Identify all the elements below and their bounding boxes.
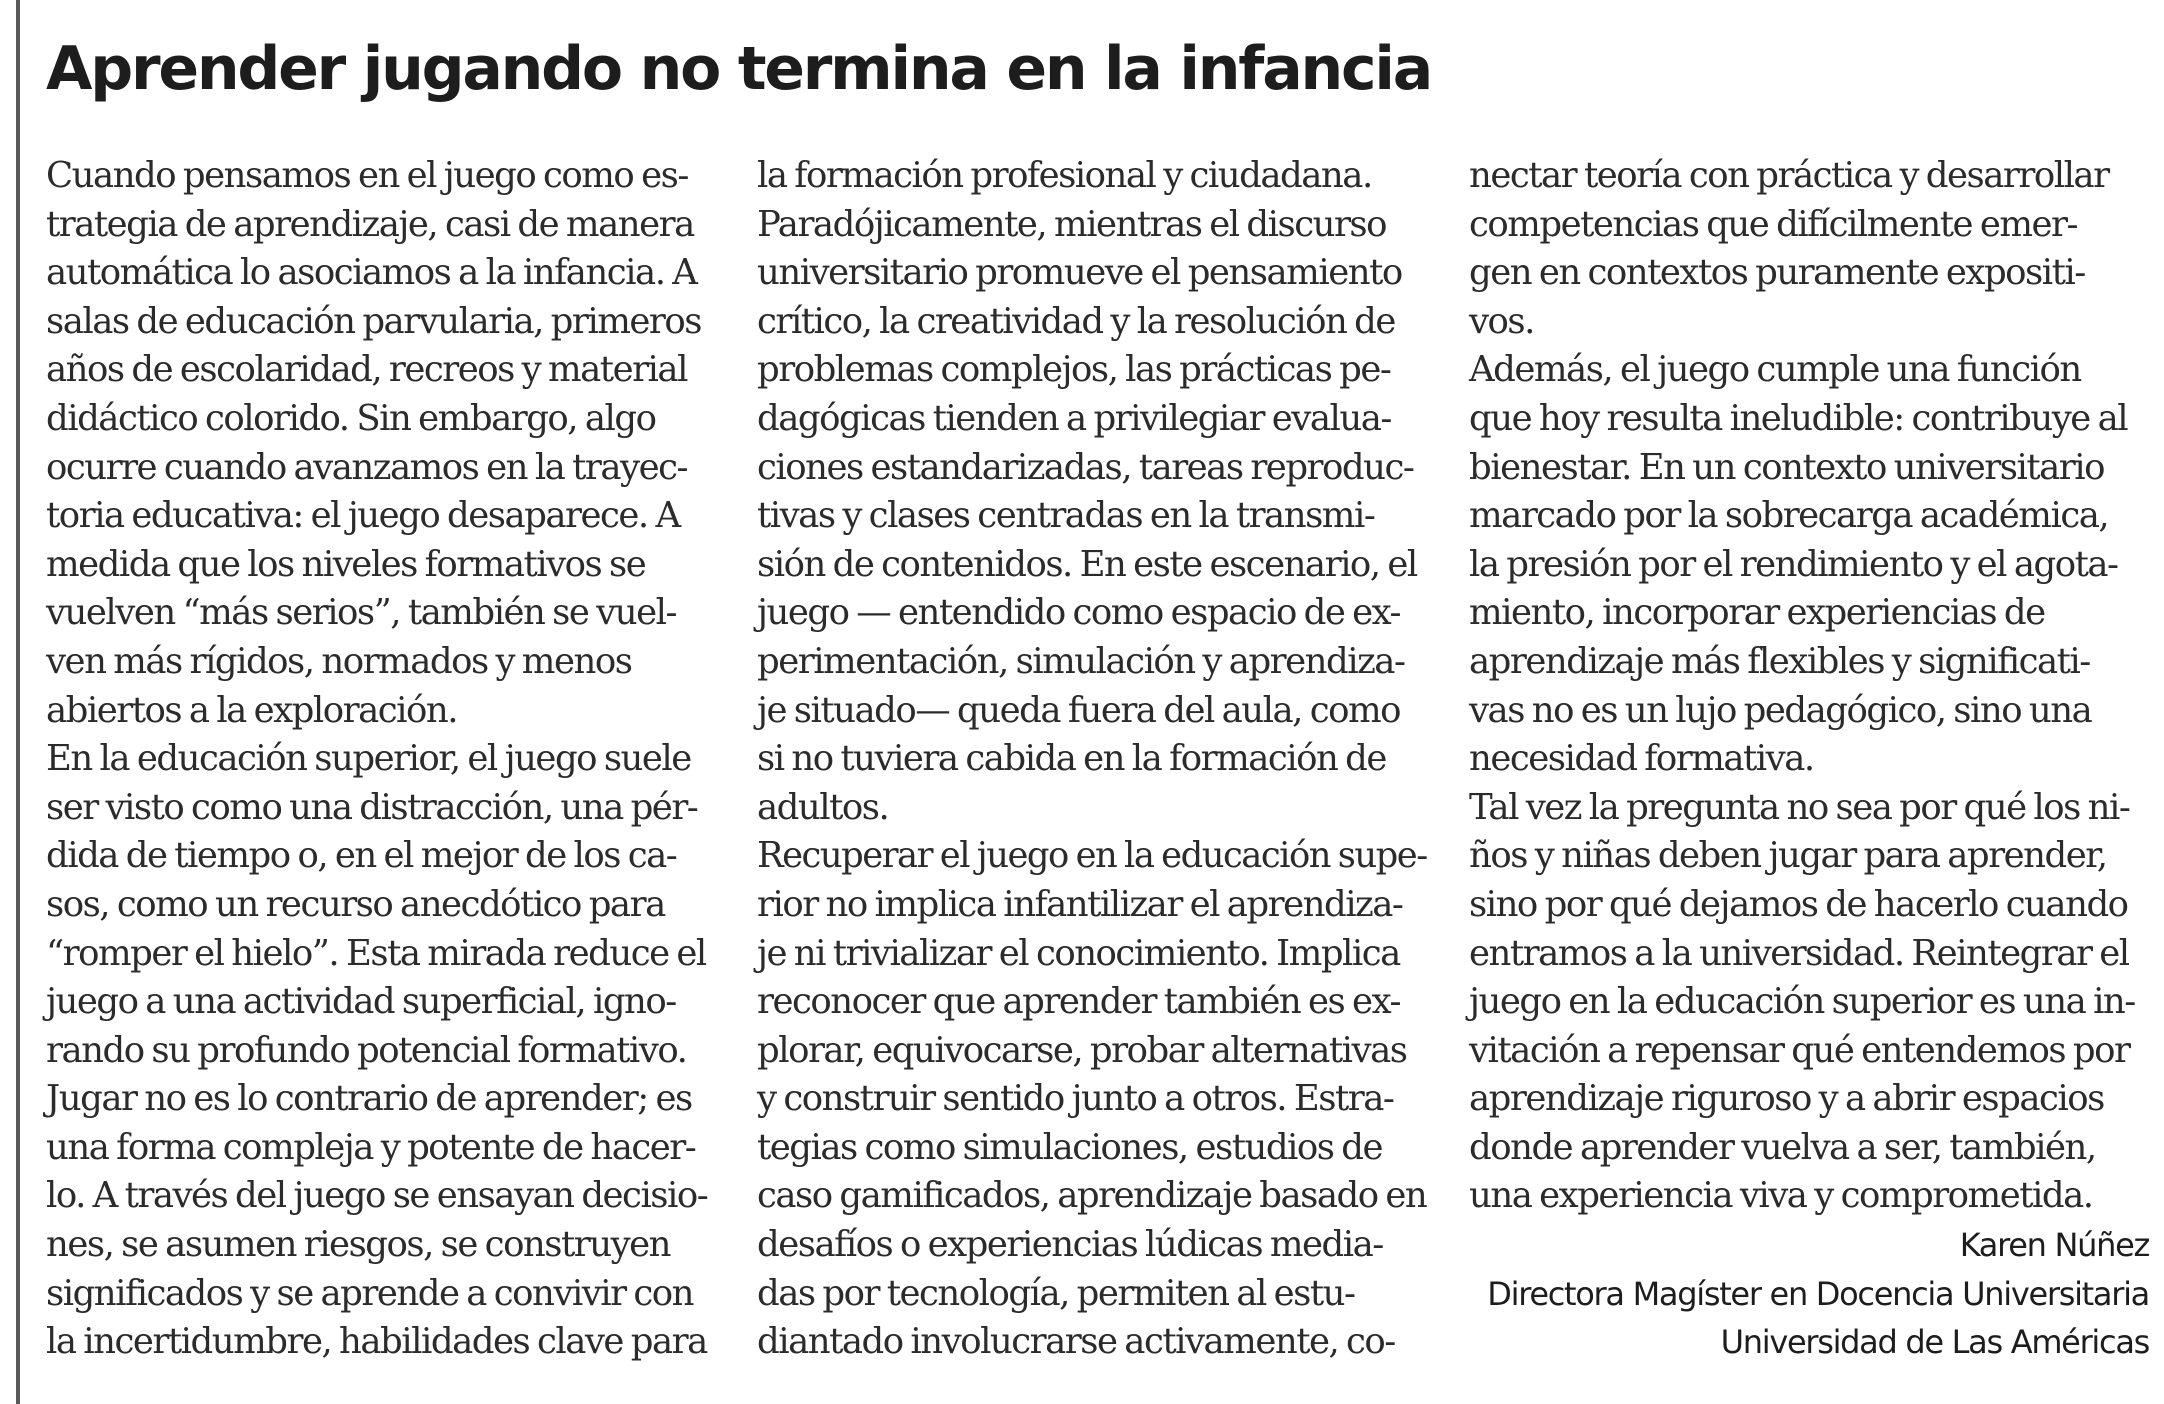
text-line: juego — entendido como espacio de ex- <box>757 592 1401 634</box>
text-line: entramos a la universidad. Reintegrar el <box>1469 932 2129 974</box>
text-line: competencias que difícilmente emer- <box>1469 203 2077 245</box>
text-line: reconocer que aprender también es ex- <box>757 981 1400 1023</box>
text-line: ciones estandarizadas, tareas reproduc- <box>757 446 1414 488</box>
text-line: gen en contextos puramente expositi- <box>1469 252 2085 294</box>
text-line: “romper el hielo”. Esta mirada reduce el <box>46 932 706 974</box>
text-line: trategia de aprendizaje, casi de manera <box>46 203 694 245</box>
text-line: Jugar no es lo contrario de aprender; es <box>46 1078 692 1120</box>
text-line: vuelven “más serios”, también se vuel- <box>46 592 676 634</box>
text-line: miento, incorporar experiencias de <box>1469 592 2045 634</box>
article-column-2 <box>757 152 1427 1367</box>
text-line: abiertos a la exploración. <box>46 689 457 731</box>
text-line: desafíos o experiencias lúdicas media- <box>757 1224 1383 1266</box>
text-line: je ni trivializar el conocimiento. Implica <box>757 932 1400 974</box>
text-line: Cuando pensamos en el juego como es- <box>46 155 688 196</box>
text-line: salas de educación parvularia, primeros <box>46 300 701 342</box>
text-line: años de escolaridad, recreos y material <box>46 349 687 391</box>
text-line: marcado por la sobrecarga académica, <box>1469 495 2109 537</box>
text-line: Además, el juego cumple una función <box>1469 349 2081 391</box>
text-line: aprendizaje más flexibles y significati- <box>1469 640 2090 682</box>
text-line: je situado— queda fuera del aula, como <box>757 689 1401 731</box>
text-line: que hoy resulta ineludible: contribuye al <box>1469 397 2128 439</box>
text-line: la formación profesional y ciudadana. <box>757 155 1372 196</box>
text-line: plorar, equivocarse, probar alternativas <box>757 1029 1407 1071</box>
text-line: rior no implica infantilizar el aprendiza- <box>757 883 1403 925</box>
text-line: Paradójicamente, mientras el discurso <box>757 203 1387 245</box>
text-line: significados y se aprende a convivir con <box>46 1272 694 1314</box>
text-line: si no tuviera cabida en la formación de <box>757 738 1386 780</box>
text-line: problemas complejos, las prácticas pe- <box>757 349 1391 391</box>
text-line: donde aprender vuelva a ser, también, <box>1469 1126 2096 1168</box>
text-line: juego a una actividad superficial, igno- <box>46 981 676 1023</box>
text-line: ven más rígidos, normados y menos <box>46 640 632 682</box>
text-line: das por tecnología, permiten al estu- <box>757 1272 1355 1314</box>
text-line: una forma compleja y potente de hacer- <box>46 1126 696 1168</box>
text-line: vas no es un lujo pedagógico, sino una <box>1469 689 2092 731</box>
text-line: tivas y clases centradas en la transmi- <box>757 495 1375 537</box>
article-column-1 <box>46 152 716 1367</box>
text-line: bienestar. En un contexto universitario <box>1469 446 2104 488</box>
text-line: vitación a repensar qué entendemos por <box>1469 1029 2130 1071</box>
text-line: juego en la educación superior es una in- <box>1469 981 2135 1023</box>
text-line: sino por qué dejamos de hacerlo cuando <box>1469 883 2128 925</box>
text-line: medida que los niveles formativos se <box>46 543 646 585</box>
text-line: ños y niñas deben jugar para aprender, <box>1469 835 2107 877</box>
text-line: una experiencia viva y comprometida. <box>1469 1175 2093 1217</box>
text-line: adultos. <box>757 786 889 828</box>
text-line: didáctico colorido. Sin embargo, algo <box>46 397 656 439</box>
text-line: diantado involucrarse activamente, co- <box>757 1321 1395 1363</box>
text-line: dagógicas tienden a privilegiar evalua- <box>757 397 1391 439</box>
text-line: ser visto como una distracción, una pér- <box>46 786 698 828</box>
text-line: necesidad formativa. <box>1469 738 1814 780</box>
article-headline: Aprender jugando no termina en la infancia <box>46 34 1432 104</box>
text-line: nectar teoría con práctica y desarrollar <box>1469 155 2109 196</box>
text-line: nes, se asumen riesgos, se construyen <box>46 1224 671 1266</box>
author-institution: Universidad de Las Américas <box>1720 1323 2149 1362</box>
text-line: lo. A través del juego se ensayan decisio- <box>46 1175 708 1217</box>
article-column-3 <box>1469 152 2149 1367</box>
text-line: la incertidumbre, habilidades clave para <box>46 1321 707 1363</box>
text-line: dida de tiempo o, en el mejor de los ca- <box>46 835 677 877</box>
text-line: vos. <box>1469 300 1534 342</box>
text-line: la presión por el rendimiento y el agota- <box>1469 543 2118 585</box>
text-line: Recuperar el juego en la educación supe- <box>757 835 1427 877</box>
author-name: Karen Núñez <box>1959 1226 2149 1265</box>
text-line: aprendizaje riguroso y a abrir espacios <box>1469 1078 2104 1120</box>
text-line: toria educativa: el juego desaparece. A <box>46 495 680 537</box>
column-3-body <box>1469 152 2149 1221</box>
left-border-rule <box>16 0 20 1404</box>
text-line: En la educación superior, el juego suele <box>46 738 691 780</box>
text-line: caso gamificados, aprendizaje basado en <box>757 1175 1427 1217</box>
text-line: rando su profundo potencial formativo. <box>46 1029 687 1071</box>
text-line: universitario promueve el pensamiento <box>757 252 1402 294</box>
text-line: automática lo asociamos a la infancia. A <box>46 252 697 294</box>
author-role: Directora Magíster en Docencia Universitaria <box>1487 1274 2149 1313</box>
text-line: tegias como simulaciones, estudios de <box>757 1126 1383 1168</box>
text-line: ocurre cuando avanzamos en la trayec- <box>46 446 687 488</box>
text-line: sos, como un recurso anecdótico para <box>46 883 665 925</box>
text-line: crítico, la creatividad y la resolución de <box>757 300 1395 342</box>
text-line: y construir sentido junto a otros. Estra- <box>757 1078 1394 1120</box>
text-line: perimentación, simulación y aprendiza- <box>757 640 1405 682</box>
text-line: Tal vez la pregunta no sea por qué los ni- <box>1469 786 2130 828</box>
text-line: sión de contenidos. En este escenario, el <box>757 543 1417 585</box>
